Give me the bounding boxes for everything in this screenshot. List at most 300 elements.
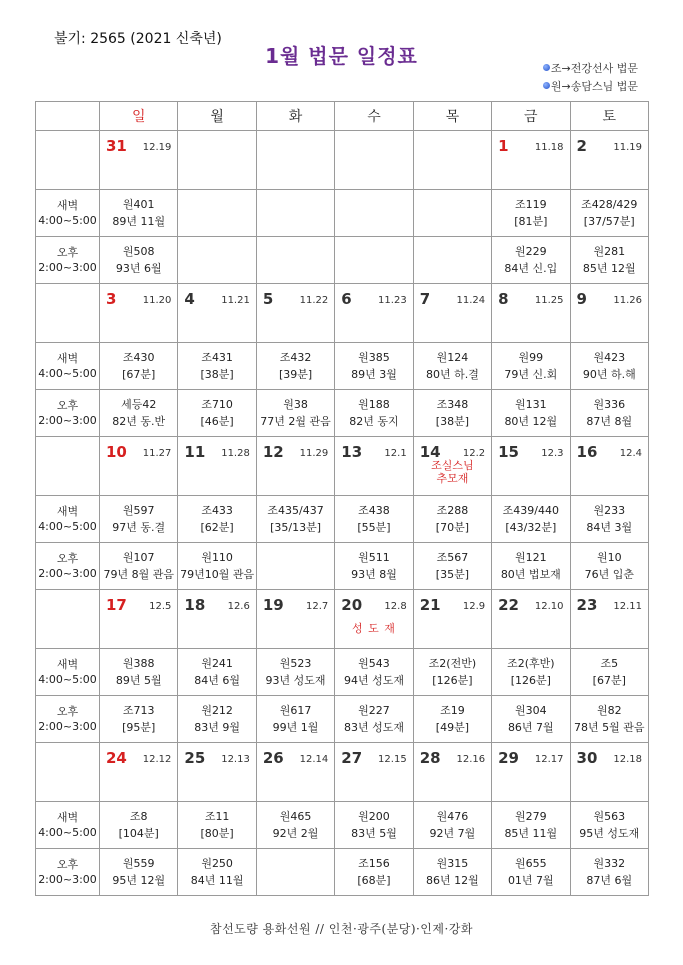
talk-detail: 86년 7월 [507,721,554,734]
date-cell [570,437,648,496]
date-row [36,437,649,496]
day-number: 5 [262,290,274,308]
talk-detail: [38분] [200,368,234,381]
date-cell [178,437,256,496]
event-note [414,459,491,485]
date-cell [570,590,648,649]
dharma-talk-cell [178,190,256,237]
talk-detail: 79년10월 관음 [180,568,255,581]
talk-code: 원241 [201,657,233,670]
day-number: 24 [106,749,127,767]
dharma-talk-cell [335,543,413,590]
weekday-fri: 금 [492,102,570,131]
afternoon-time-label [36,390,100,437]
dharma-talk-cell [256,390,334,437]
afternoon-session-row [36,543,649,590]
date-label-cell [36,590,100,649]
dharma-talk-cell [256,343,334,390]
talk-detail: [81분] [514,215,548,228]
dawn-session-row [36,802,649,849]
dharma-talk-cell [256,649,334,696]
dharma-talk-cell [413,649,491,696]
lunar-date: 11.18 [534,142,564,153]
talk-code: 원212 [201,704,233,717]
talk-detail: 80년 하.결 [425,368,479,381]
talk-detail: [39분] [278,368,313,381]
talk-code: 원476 [436,810,469,823]
talk-code: 원304 [515,704,547,717]
talk-code: 원227 [358,704,390,717]
talk-detail: 83년 9월 [194,721,240,734]
day-number: 18 [184,596,206,614]
dawn-session-row [36,649,649,696]
talk-code: 조156 [358,857,390,870]
session-name: 새벽 [56,199,79,212]
date-row [36,131,649,190]
date-label-cell [36,284,100,343]
session-time: 4:00~5:00 [38,826,97,839]
session-time: 4:00~5:00 [38,367,97,380]
date-cell [413,743,491,802]
talk-code: 원38 [283,398,308,411]
talk-detail: 87년 6월 [586,874,633,887]
date-label-cell [36,131,100,190]
day-number: 29 [498,749,519,767]
talk-detail: [95분] [122,721,156,734]
talk-detail: 84년 6월 [194,674,240,687]
dharma-talk-cell [570,390,648,437]
date-label-cell [36,437,100,496]
date-cell [178,590,256,649]
page-title: 1월 법문 일정표 [265,44,418,68]
footer: 참선도량 용화선원 // 인천·광주(분당)·인제·강화 [210,922,473,936]
day-number: 6 [341,290,352,308]
day-number: 3 [106,290,117,308]
weekday-wed: 수 [335,102,413,131]
day-number: 16 [576,443,598,461]
event-line: 성 도 재 [352,622,396,635]
talk-code: 원559 [122,857,155,870]
date-cell [570,743,648,802]
dharma-talk-cell [413,849,491,896]
lunar-date: 12.3 [541,448,564,459]
talk-detail: [43/32분] [505,521,557,534]
dharma-talk-cell [413,190,491,237]
date-cell [335,284,413,343]
weekday-thu: 목 [413,102,491,131]
day-number: 4 [184,290,195,308]
talk-code: 조11 [204,810,230,823]
dharma-talk-cell [570,802,648,849]
dharma-talk-cell [570,649,648,696]
talk-detail: 84년 3월 [586,521,633,534]
lunar-date: 12.6 [227,601,250,612]
dharma-talk-cell [178,802,256,849]
talk-detail: 79년 신.회 [504,368,558,381]
dharma-talk-cell [335,802,413,849]
dharma-talk-cell [413,496,491,543]
talk-detail: 76년 입춘 [584,568,634,581]
talk-code: 원465 [279,810,312,823]
session-name: 오후 [56,705,79,718]
dharma-talk-cell [492,390,570,437]
afternoon-session-row [36,237,649,284]
talk-code: 원508 [122,245,155,258]
day-number: 23 [576,596,598,614]
afternoon-time-label [36,696,100,743]
talk-code: 원401 [122,198,155,211]
talk-detail: 93년 성도재 [265,674,326,687]
session-time: 2:00~3:00 [38,567,97,580]
date-cell [256,284,334,343]
day-number: 20 [341,596,363,614]
lunar-date: 12.11 [613,601,642,612]
talk-detail: 80년 법보재 [500,568,561,581]
dharma-talk-cell [413,390,491,437]
talk-code: 원124 [436,351,469,364]
lunar-date: 12.13 [221,754,250,765]
talk-code: 원250 [201,857,233,870]
day-number: 25 [184,749,206,767]
dharma-talk-cell [256,237,334,284]
buddhist-era-year: 불기: 2565 (2021 신축년) [54,31,222,47]
talk-code: 조119 [515,198,547,211]
dharma-talk-cell [256,190,334,237]
talk-code: 조435/437 [267,504,324,517]
talk-detail: [70분] [435,521,469,534]
talk-detail: 89년 11월 [112,215,166,228]
day-number: 14 [419,443,441,461]
talk-code: 원121 [515,551,547,564]
date-cell [335,743,413,802]
talk-detail: 95년 12월 [112,874,166,887]
date-cell [413,284,491,343]
date-cell [413,590,491,649]
dharma-talk-cell [178,849,256,896]
talk-detail: 82년 동지 [349,415,399,428]
talk-detail: 84년 신.입 [504,262,558,275]
session-time: 4:00~5:00 [38,520,97,533]
lunar-date: 11.24 [456,295,486,306]
talk-detail: 89년 3월 [351,368,397,381]
date-cell [100,743,178,802]
dharma-talk-cell [178,496,256,543]
lunar-date: 12.1 [384,448,407,459]
dawn-session-row [36,343,649,390]
day-number: 31 [106,137,127,155]
dharma-talk-cell [492,237,570,284]
dharma-talk-cell [256,496,334,543]
session-name: 오후 [56,399,79,412]
dharma-talk-cell [256,543,334,590]
talk-detail: 85년 11월 [504,827,558,840]
dharma-talk-cell [492,802,570,849]
day-number: 17 [106,596,127,614]
day-number: 9 [576,290,587,308]
talk-code: 세등42 [121,398,157,411]
lunar-date: 12.5 [149,601,172,612]
talk-detail: 92년 7월 [429,827,476,840]
dharma-talk-cell [100,649,178,696]
dharma-talk-cell [100,190,178,237]
session-name: 새벽 [56,505,79,518]
talk-code: 조432 [279,351,312,364]
afternoon-time-label [36,849,100,896]
talk-detail: 01년 7월 [507,874,554,887]
talk-detail: [67분] [592,674,626,687]
talk-code: 원423 [593,351,626,364]
weekday-header-row [36,102,649,131]
talk-detail: 94년 성도재 [343,674,404,687]
date-cell [335,590,413,649]
talk-code: 원388 [122,657,155,670]
talk-code: 원543 [358,657,390,670]
talk-code: 원655 [515,857,547,870]
dharma-talk-cell [413,237,491,284]
dharma-talk-cell [100,390,178,437]
lunar-date: 11.21 [221,295,250,306]
dharma-talk-cell [335,696,413,743]
dharma-talk-cell [570,849,648,896]
talk-code: 원188 [358,398,390,411]
lunar-date: 11.27 [142,448,172,459]
dharma-talk-cell [100,343,178,390]
talk-code: 원281 [593,245,626,258]
talk-code: 조710 [201,398,233,411]
talk-code: 조430 [122,351,155,364]
talk-detail: 84년 11월 [190,874,244,887]
lunar-date: 11.20 [142,295,172,306]
talk-code: 조2(전반) [428,657,477,670]
session-name: 새벽 [56,811,79,824]
talk-detail: [55분] [357,521,391,534]
lunar-date: 11.28 [221,448,250,459]
corner-cell [36,102,100,131]
dawn-time-label [36,649,100,696]
lunar-date: 12.16 [456,754,486,765]
date-cell [256,590,334,649]
dharma-talk-cell [413,343,491,390]
dawn-session-row [36,496,649,543]
dharma-talk-cell [100,496,178,543]
talk-code: 원10 [596,551,622,564]
talk-detail: 92년 2월 [272,827,319,840]
talk-detail: [62분] [200,521,234,534]
talk-code: 조567 [436,551,469,564]
dharma-talk-cell [256,849,334,896]
date-cell [492,743,570,802]
session-name: 새벽 [56,658,79,671]
afternoon-session-row [36,390,649,437]
calendar-body [36,131,649,896]
dharma-talk-cell [413,543,491,590]
legend-text: 조→전강선사 법문 [550,62,638,75]
afternoon-time-label [36,543,100,590]
talk-detail: 93년 8월 [351,568,397,581]
dharma-talk-cell [492,543,570,590]
dharma-talk-cell [570,190,648,237]
date-cell [178,284,256,343]
lunar-date: 11.22 [299,295,329,306]
dharma-talk-cell [492,649,570,696]
talk-code: 원332 [593,857,626,870]
dharma-talk-cell [570,343,648,390]
talk-code: 원563 [593,810,626,823]
day-number: 28 [419,749,441,767]
day-number: 12 [262,443,284,461]
talk-detail: [104분] [118,827,159,840]
event-note [335,622,412,635]
session-name: 새벽 [56,352,79,365]
date-cell [570,284,648,343]
date-row [36,284,649,343]
weekday-sat: 토 [570,102,648,131]
lunar-date: 12.17 [534,754,564,765]
bullet-icon [543,64,550,71]
dawn-session-row [36,190,649,237]
talk-code: 조713 [122,704,155,717]
dharma-talk-cell [256,696,334,743]
talk-code: 원233 [593,504,626,517]
lunar-date: 12.15 [378,754,407,765]
dharma-talk-cell [492,849,570,896]
dawn-time-label [36,343,100,390]
date-cell [178,131,256,190]
lunar-date: 11.25 [534,295,564,306]
dharma-talk-cell [335,849,413,896]
session-name: 오후 [56,246,79,259]
talk-detail: [67분] [122,368,156,381]
dharma-talk-cell [335,496,413,543]
day-number: 21 [419,596,441,614]
talk-detail: 86년 12월 [426,874,479,887]
date-cell [178,743,256,802]
dawn-time-label [36,190,100,237]
dharma-talk-cell [178,343,256,390]
date-cell [256,131,334,190]
dharma-talk-cell [335,390,413,437]
talk-code: 조8 [129,810,148,823]
talk-code: 원523 [279,657,312,670]
talk-detail: 90년 하.해 [582,368,636,381]
lunar-date: 12.8 [384,601,407,612]
talk-detail: 83년 성도재 [343,721,404,734]
talk-code: 조431 [201,351,233,364]
dharma-talk-cell [178,649,256,696]
lunar-date: 11.29 [299,448,329,459]
dharma-talk-cell [492,696,570,743]
talk-code: 조438 [358,504,390,517]
lunar-date: 12.4 [619,448,642,459]
legend [543,60,638,96]
day-number: 19 [262,596,284,614]
day-number: 15 [498,443,519,461]
lunar-date: 11.26 [613,295,642,306]
lunar-date: 11.23 [378,295,407,306]
legend-text: 원→송담스님 법문 [550,80,638,93]
lunar-date: 12.2 [462,448,486,459]
dharma-talk-cell [100,802,178,849]
schedule-table [35,101,649,896]
weekday-tue: 화 [256,102,334,131]
dharma-talk-cell [335,237,413,284]
talk-code: 조348 [436,398,469,411]
session-time: 2:00~3:00 [38,261,97,274]
dharma-talk-cell [335,190,413,237]
talk-detail: 83년 5월 [351,827,397,840]
talk-code: 조2(후반) [507,657,555,670]
lunar-date: 11.19 [613,142,642,153]
talk-code: 원315 [436,857,469,870]
talk-code: 원385 [358,351,390,364]
lunar-date: 12.18 [613,754,642,765]
talk-detail: [46분] [200,415,234,428]
dharma-talk-cell [413,696,491,743]
talk-detail: [126분] [510,674,551,687]
dharma-talk-cell [178,390,256,437]
lunar-date: 12.9 [462,601,486,612]
date-label-cell [36,743,100,802]
dharma-talk-cell [570,237,648,284]
talk-code: 조288 [436,504,469,517]
day-number: 13 [341,443,363,461]
session-name: 오후 [56,858,79,871]
lunar-date: 12.12 [142,754,172,765]
date-row [36,590,649,649]
dharma-talk-cell [570,496,648,543]
afternoon-time-label [36,237,100,284]
talk-detail: [49분] [435,721,469,734]
date-cell [413,437,491,496]
dawn-time-label [36,802,100,849]
dharma-talk-cell [492,190,570,237]
talk-detail: 99년 1월 [272,721,319,734]
lunar-date: 12.7 [306,601,329,612]
talk-code: 원99 [518,351,544,364]
legend-item-jo [543,60,638,78]
dharma-talk-cell [100,696,178,743]
dharma-talk-cell [335,343,413,390]
talk-detail: [126분] [432,674,473,687]
talk-detail: [35/13분] [270,521,322,534]
talk-detail: [38분] [435,415,469,428]
dharma-talk-cell [100,543,178,590]
date-cell [256,437,334,496]
dharma-talk-cell [335,649,413,696]
date-cell [100,131,178,190]
legend-item-won [543,78,638,96]
date-cell [335,131,413,190]
dawn-time-label [36,496,100,543]
talk-code: 원131 [515,398,547,411]
dharma-talk-cell [570,543,648,590]
day-number: 10 [106,443,127,461]
lunar-date: 12.19 [142,142,172,153]
dharma-talk-cell [492,343,570,390]
talk-detail: 78년 5월 관음 [574,721,645,734]
session-time: 2:00~3:00 [38,414,97,427]
day-number: 7 [419,290,431,308]
talk-detail: 80년 12월 [504,415,558,428]
talk-code: 원279 [515,810,547,823]
day-number: 30 [576,749,598,767]
dharma-talk-cell [178,237,256,284]
talk-code: 조439/440 [502,504,559,517]
talk-detail: 89년 5월 [115,674,162,687]
talk-code: 원511 [358,551,390,564]
date-cell [492,284,570,343]
date-cell [335,437,413,496]
